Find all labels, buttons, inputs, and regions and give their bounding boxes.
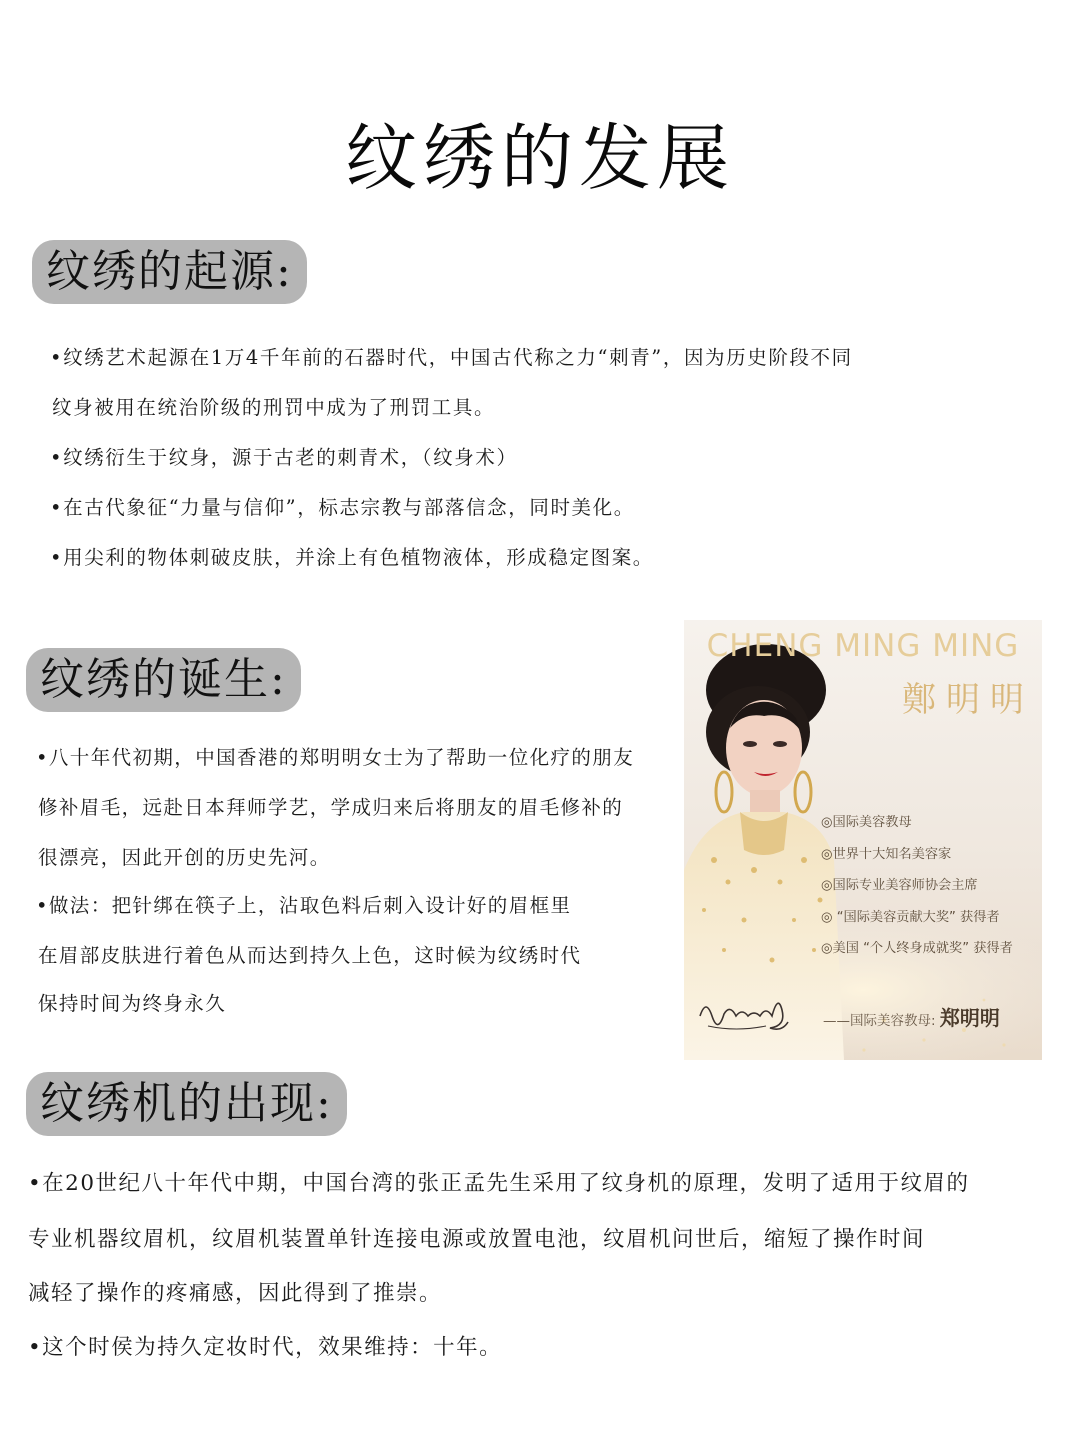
section-heading-birth: 纹绣的诞生: <box>26 648 301 712</box>
origin-line-3: •纹绣衍生于纹身，源于古老的刺青术，（纹身术） <box>50 446 518 469</box>
signature-scribble <box>696 986 792 1038</box>
origin-line-2: 纹身被用在统治阶级的刑罚中成为了刑罚工具。 <box>52 396 496 419</box>
birth-line-2: 修补眉毛，远赴日本拜师学艺，学成归来后将朋友的眉毛修补的 <box>38 796 624 819</box>
honor-item: ◎美国 “个人终身成就奖” 获得者 <box>821 941 1013 957</box>
honor-item: ◎国际专业美容师协会主席 <box>821 878 978 894</box>
birth-line-3: 很漂亮，因此开创的历史先河。 <box>38 846 331 869</box>
section-heading-origin: 纹绣的起源: <box>32 240 307 304</box>
birth-line-4: •做法：把针绑在筷子上，沾取色料后刺入设计好的眉框里 <box>36 894 572 917</box>
attribution-prefix: ——国际美容教母: <box>823 1013 936 1029</box>
origin-line-1: •纹绣艺术起源在1万4千年前的石器时代，中国古代称之力“刺青”，因为历史阶段不同 <box>50 346 853 369</box>
machine-line-3: 减轻了操作的疼痛感，因此得到了推崇。 <box>28 1281 443 1306</box>
machine-line-2: 专业机器纹眉机，纹眉机装置单针连接电源或放置电池，纹眉机问世后，缩短了操作时间 <box>28 1227 926 1252</box>
origin-line-5: •用尖利的物体刺破皮肤，并涂上有色植物液体，形成稳定图案。 <box>50 546 654 569</box>
profile-card <box>684 620 1042 1060</box>
birth-line-6: 保持时间为终身永久 <box>38 992 227 1015</box>
honor-list <box>821 813 1013 971</box>
page-title: 纹绣的发展 <box>344 116 735 200</box>
birth-line-5: 在眉部皮肤进行着色从而达到持久上色，这时候为纹绣时代 <box>38 944 582 967</box>
attribution <box>823 1002 1000 1031</box>
origin-line-4: •在古代象征“力量与信仰”，标志宗教与部落信念，同时美化。 <box>50 496 635 519</box>
section-heading-machine: 纹绣机的出现: <box>26 1072 347 1136</box>
machine-line-4: •这个时侯为持久定妆时代，效果维持：十年。 <box>28 1335 503 1360</box>
card-brand-en: CHENG MING MING <box>706 628 1020 664</box>
honor-item: ◎ “国际美容贡献大奖” 获得者 <box>821 909 1000 925</box>
honor-item: ◎世界十大知名美容家 <box>821 846 952 862</box>
honor-item: ◎国际美容教母 <box>821 815 912 830</box>
machine-line-1: •在20世纪八十年代中期，中国台湾的张正孟先生采用了纹身机的原理，发明了适用于纹眉的 <box>28 1171 970 1196</box>
card-brand-cn: 鄭明明 <box>902 680 1034 720</box>
attribution-name: 郑明明 <box>939 1006 1000 1030</box>
birth-line-1: •八十年代初期，中国香港的郑明明女士为了帮助一位化疗的朋友 <box>36 746 635 769</box>
